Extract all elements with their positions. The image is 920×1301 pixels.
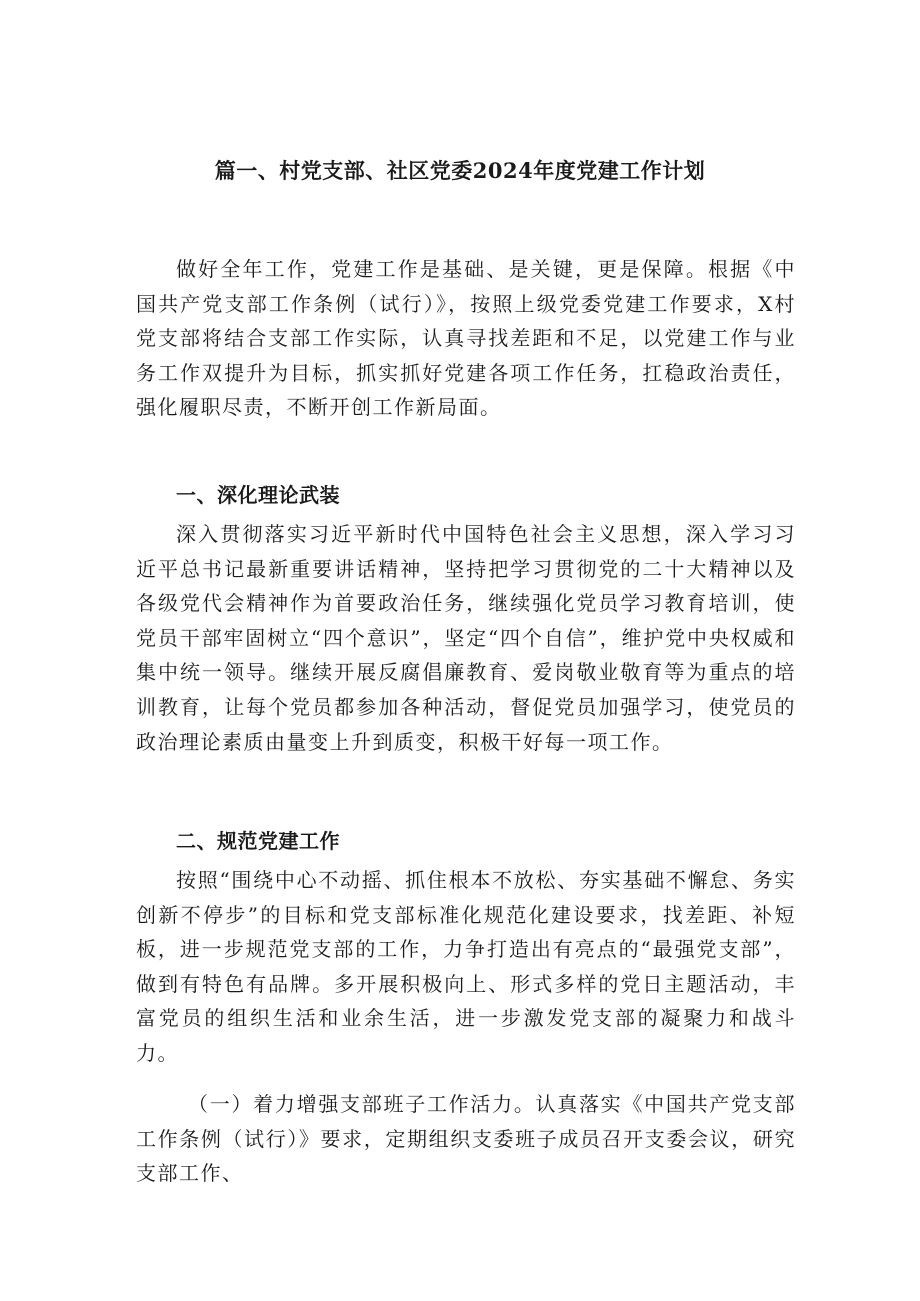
document-title: 篇一、村党支部、社区党委2024年度党建工作计划 xyxy=(214,158,706,183)
section-heading-1: 一、深化理论武装 xyxy=(176,483,340,507)
section-paragraph-2: 按照“围绕中心不动摇、抓住根本不放松、夯实基础不懈怠、务实创新不停步”的目标和党支部标准化规范化建设要求，找差距、补短板，进一步规范党支部的工作，力争打造出有亮点的“最强党支部”，做到有特色有品牌。多开展积极向上、形式多样的党日主题活动，丰富党员的组织生活和业余生活，进一步激发党支部的凝聚力和战斗力。 xyxy=(136,868,796,1065)
subsection-paragraph: （一）着力增强支部班子工作活力。认真落实《中国共产党支部工作条例（试行）》要求，定期组织支委班子成员召开支委会议，研究支部工作、 xyxy=(136,1092,796,1186)
section-paragraph-1: 深入贯彻落实习近平新时代中国特色社会主义思想，深入学习习近平总书记最新重要讲话精神，坚持把学习贯彻党的二十大精神以及各级党代会精神作为首要政治任务，继续强化党员学习教育培训，使党员干部牢固树立“四个意识”，坚定“四个自信”，维护党中央权威和集中统一领导。继续开展反腐倡廉教育、爱岗敬业敬育等为重点的培训教育，让每个党员都参加各种活动，督促党员加强学习，使党员的政治理论素质由量变上升到质变，积极干好每一项工作。 xyxy=(136,522,796,754)
section-heading-2: 二、规范党建工作 xyxy=(176,829,340,853)
intro-paragraph: 做好全年工作，党建工作是基础、是关键，更是保障。根据《中国共产党支部工作条例（试行）》，按照上级党委党建工作要求，X村党支部将结合支部工作实际，认真寻找差距和不足，以党建工作与业务工作双提升为目标，抓实抓好党建各项工作任务，扛稳政治责任，强化履职尽责，不断开创工作新局面。 xyxy=(136,257,796,420)
